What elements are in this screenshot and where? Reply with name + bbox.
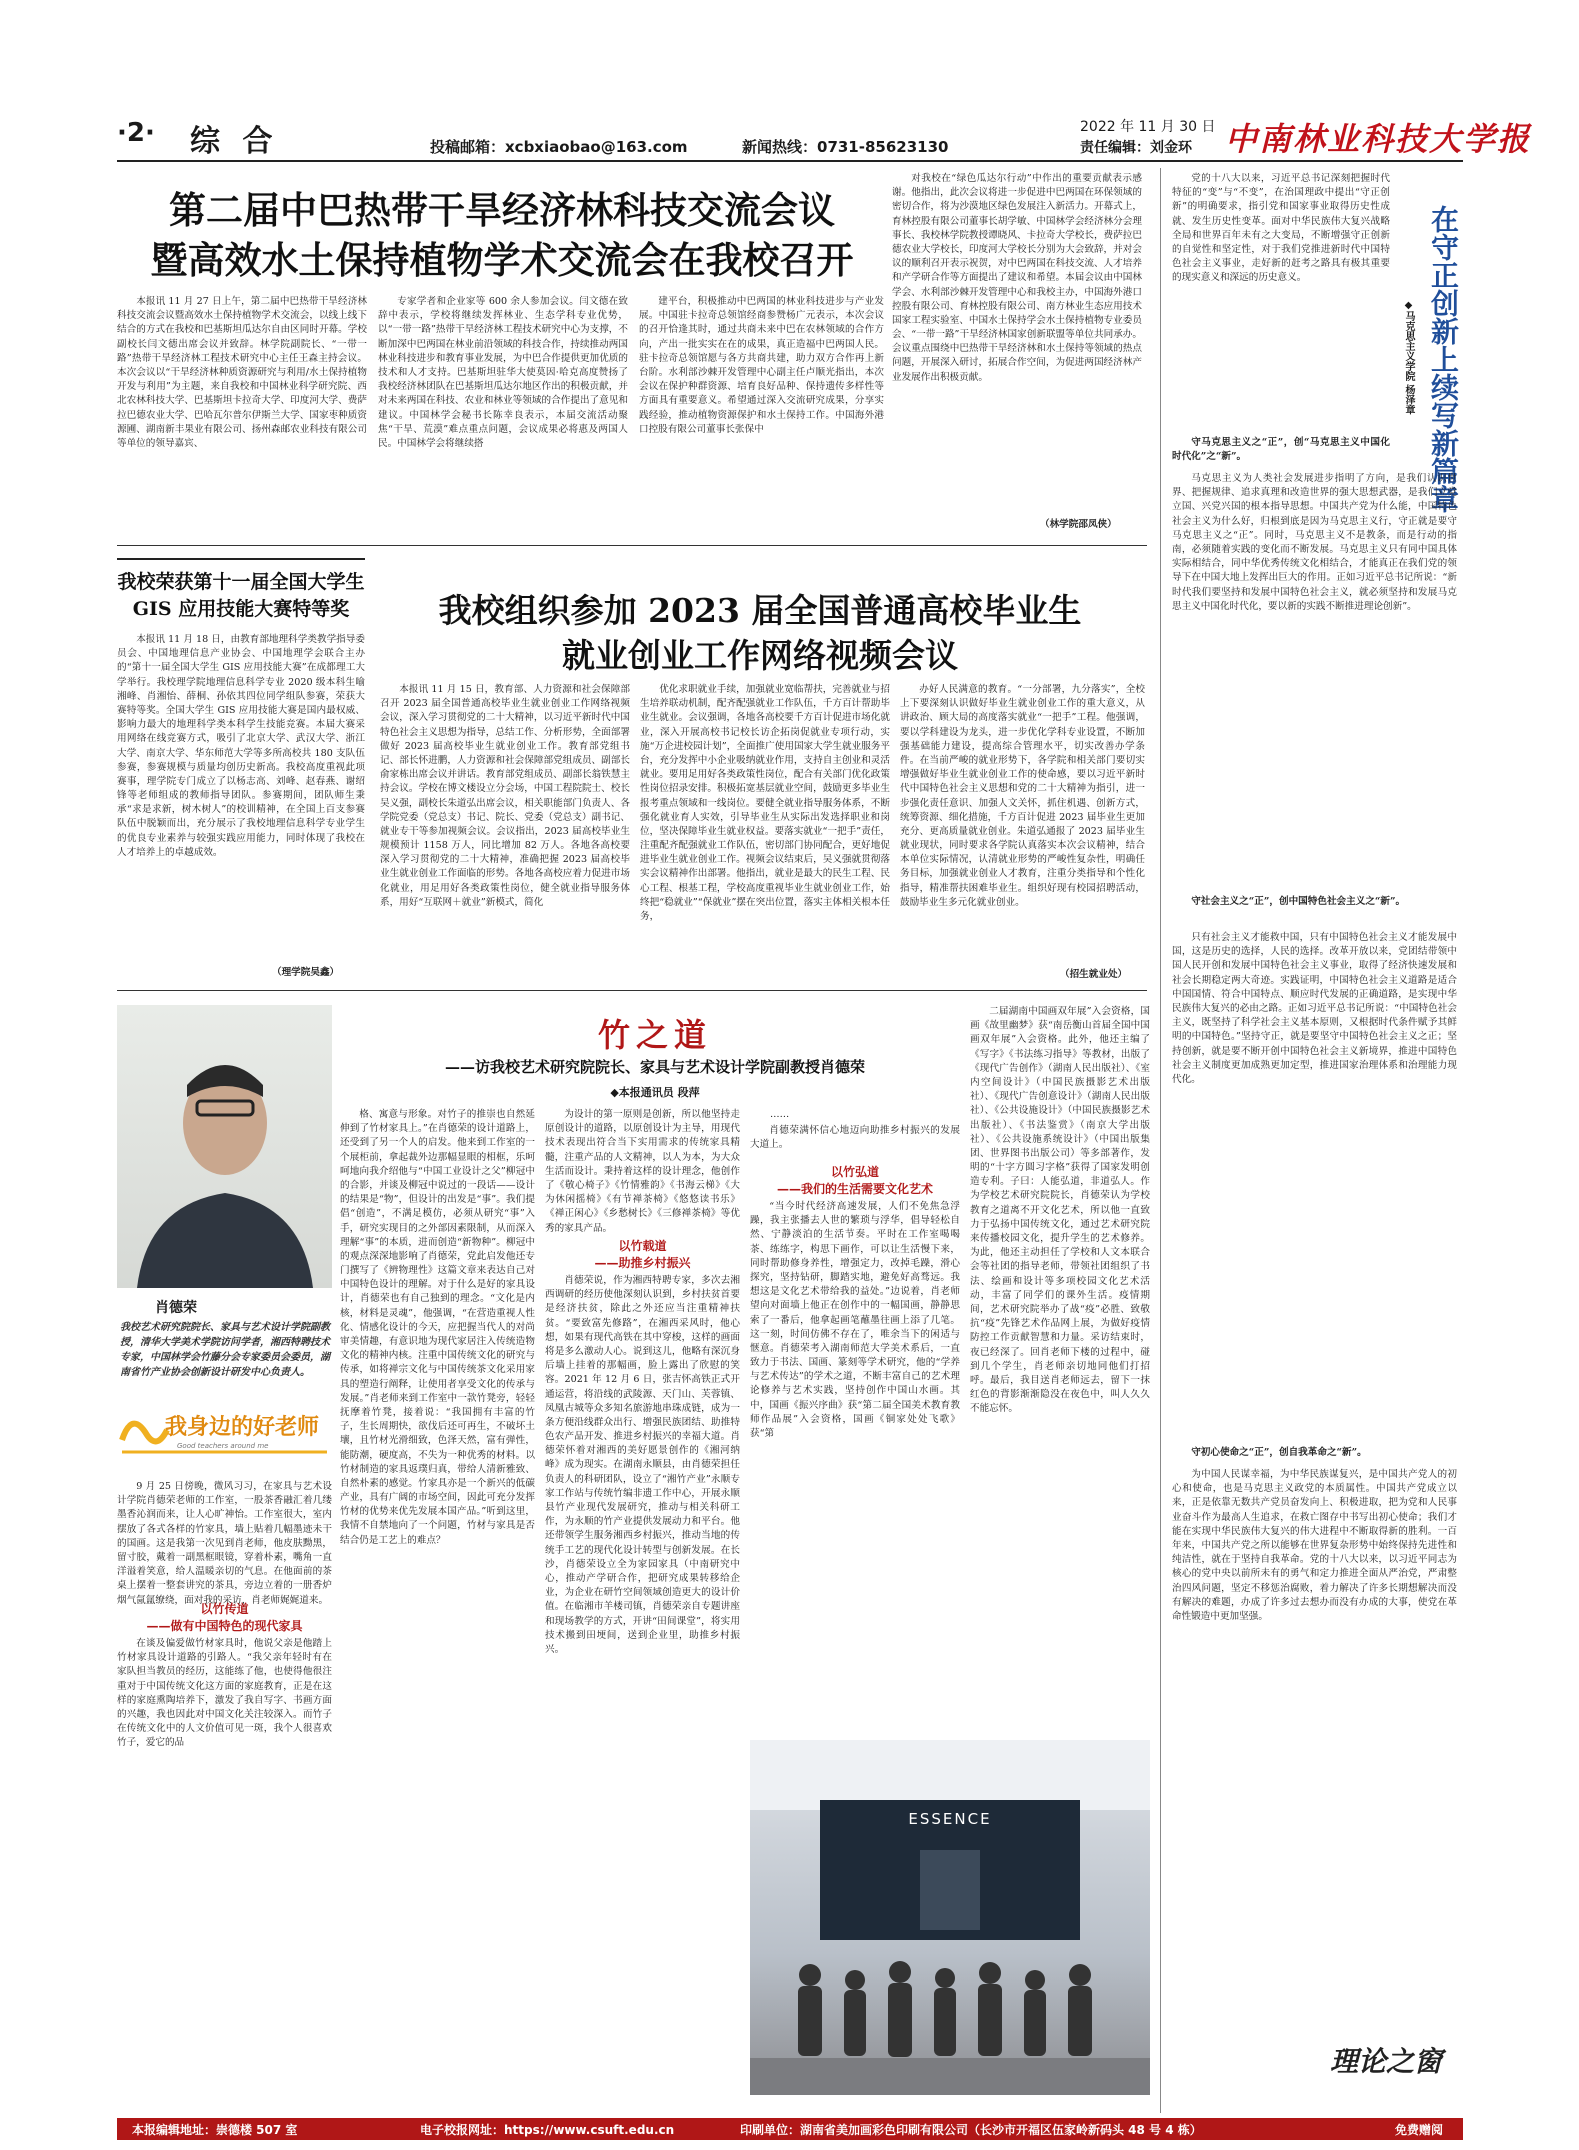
article2-title-line1: 我校荣获第十一届全国大学生: [117, 571, 365, 593]
person-silhouette-icon: [117, 1005, 332, 1288]
footer-address: 本报编辑地址：崇德楼 507 室: [132, 2123, 298, 2137]
portrait-caption: 我校艺术研究院院长、家具与艺术设计学院副教授，清华大学美术学院访问学者，湘西特聘技术专家，中国林学会竹藤分会专家委员会委员，湖南省竹产业协会创新设计研发中心负责人。: [120, 1322, 330, 1378]
article4-col3-subhead1: 以竹载道: [618, 1239, 667, 1253]
header-rule: [117, 160, 1463, 162]
article1-col3: 建平台，积极推动中巴两国的林业科技进步与产业发展。中国驻卡拉奇总领馆经商参赞杨广元表示，本次会议的召开恰逢其时，通过共商未来中巴在农林领域的合作方向，产出一批实实在在的成果，真正造福中巴两国人民。驻卡拉奇总领馆愿与各方共商共建，助力双方合作再上新台阶。水利部沙棘开发管理中心副主任卢顺光指出，本次会议在保护种群资源、培育良好品种、保持遗传多样性等方面具有重要意义。希望通过深入交流研究成果，分享实践经验，推动植物资源保护和水土保持工作。中国海外港口控股有限公司董事长张保中: [639, 296, 884, 435]
article1-byline: （林学院邵凤侠）: [1040, 519, 1117, 530]
section-name: 综 合: [190, 124, 279, 159]
article3-rule: [117, 990, 1147, 991]
article4-col3: 为设计的第一原则是创新，所以他坚持走原创设计的道路，以原创设计为主导，用现代技术表现出符合当下实用需求的传统家具精髓，注重产品的人文精神，以人为本，为大众生活而设计。秉持着这样的设计理念，他创作了《敬心椅子》《竹情雅韵》《书海云梯》《大为休闲摇椅》《有节禅茶椅》《悠悠读书乐》《禅正闲心》《乡愁树长》《三修禅茶椅》等优秀的家具产品。: [545, 1109, 740, 1234]
article4-col2: 格、寓意与形象。对竹子的推崇也自然延伸到了竹材家具上。”在肖德荣的设计道路上，还受到了另一个人的启发。他来到工作室的一个展柜前，拿起裁外边那幅显眼的相框，乐呵呵地向我介绍他与“中国工业设计之父”柳冠中的合影，并谈及柳冠中说过的一段话——设计的结果是“物”，但设计的出发是“事”。我们提倡“创造”，不满足模仿，必须从研究“事”入手，研究实现目的之外部因素限制，从而深入理解“事”的本质，进而创造“新物种”。柳冠中的观点深深地影响了肖德荣，党此启发他还专门撰写了《辨物理性》这篇文章来表达自己对中国特色设计的理解。对于什么是好的家具设计，肖德荣也有自己独到的理念。“文化是内核，材料是灵魂”，他强调，“在营造重视人性化、情感化设计的今天，应把握当代人的对尚审美情趣，有意识地为现代家居注入传统造物文化的精神内核。注重中国传统文化的研究与传承，如将禅宗文化与中国传统茶文化采用家具的塑造行阐释，让使用者享受文化的传承与发展。”肖老师来到工作室中一款竹凳旁，轻轻抚摩着竹凳，接着说：“我国拥有丰富的竹子，生长周期快，欲伐后还可再生，不破坏土壤，且竹材光滑细致，色泽天然，富有弹性，能防潮，硬度高，不失为一种优秀的材料。以竹材制造的家具返璞归真，带给人清新雅致、自然朴素的感觉。竹家具亦是一个新兴的低碳产业，具有广阔的市场空间，因此可充分发挥竹材的优势来优先发展本国产品。”听到这里，我情不自禁地向了一个问题，竹材与家具是否结合仍是工艺上的难点？: [340, 1109, 535, 1546]
article3-col3: 办好人民满意的教育。“一分部署，九分落实”，全校上下要深刻认识做好毕业生就业创业工作的重大意义，从讲政治、顾大局的高度落实就业“一把手”工程。他强调，要以学科建设为龙头，进一步优化学科专业设置，不断加强基础能力建设，提高综合管理水平，切实改善办学条件。在当前严峻的就业形势下，各学院和相关部门要切实增强做好毕业生就业创业工作的使命感，要以习近平新时代中国特色社会主义思想和党的二十大精神为指引，进一步强化责任意识、加强人文关怀，抓住机遇、创新方式，统筹资源、细化措施，千方百计促进 2023 届毕业生更加充分、更高质量就业创业。朱道弘通报了 2023 届毕业生就业现状，同时要求各学院认真落实本次会议精神，结合本单位实际情况，认清就业形势的严峻性复杂性，明确任务目标，加强就业创业人才教育，注重分类指导和个性化指导，精准帮扶困难毕业生。组织好现有校园招聘活动，鼓励毕业生多元化就业创业。: [900, 684, 1145, 908]
article4-ellipsis: ……: [770, 1109, 790, 1120]
news-hotline: 新闻热线：0731-85623130: [742, 138, 949, 156]
sidebar-byline: ◆马克思主义学院 杨泽章: [1403, 300, 1414, 415]
sidebar-head2: 守社会主义之“正”，创中国特色社会主义之“新”。: [1191, 896, 1406, 907]
article2-byline: （理学院吴鑫）: [272, 967, 340, 978]
article3-title-line1: 我校组织参加 2023 届全国普通高校毕业生: [438, 591, 1082, 630]
article4-col3-subhead2: ——助推乡村振兴: [594, 1256, 691, 1270]
footer-epaper-link[interactable]: 电子校报网址：https://www.csuft.edu.cn: [420, 2123, 675, 2137]
good-teacher-logo-text: 我身边的好老师: [165, 1415, 320, 1440]
article3-col1: 本报讯 11 月 15 日，教育部、人力资源和社会保障部召开 2023 届全国普通高校毕业生就业创业工作网络视频会议，深入学习贯彻党的二十大精神，以习近平新时代中国特色社会主义思想为指导，总结工作、分析形势，全面部署做好 2023 届高校毕业生就业创业工作。教育部党组书记、部长怀进鹏，人力资源和社会保障部党组成员、副部长俞家栋出席会议并讲话。教育部党组成员、副部长翁铁慧主持会议。学校在博文楼设立分会场，中国工程院院士、校长吴义强，副校长朱道弘出席会议，相关职能部门负责人、各学院党委（党总支）书记、院长、党委（党总支）副书记、就业专干等参加视频会议。会议指出，2023 届高校毕业生规模预计 1158 万人，同比增加 82 万人。各地各高校要深入学习贯彻党的二十大精神，准确把握 2023 届高校毕业生就业创业工作面临的形势。各地各高校应着力促进市场化就业，用足用好各类政策性岗位，健全就业指导服务体系，用好“互联网＋就业”新模式，简化: [380, 684, 630, 908]
sidebar-head3: 守初心使命之“正”，创自我革命之“新”。: [1191, 1447, 1367, 1458]
sidebar-body2: 马克思主义为人类社会发展进步指明了方向，是我们认识世界、把握规律、追求真理和改造世界的强大思想武器，是我们立党立国、兴党兴国的根本指导思想。中国共产党为什么能，中国特色社会主义为什么好，归根到底是因为马克思主义行，守正就是要守马克思主义之“正”。同时，马克思主义不是教条，而是行动的指南，必须随着实践的变化而不断发展。马克思主义只有同中国具体实际相结合，同中华优秀传统文化相结合，才能真正在我们党的领导下在中国大地上发挥出巨大的作用。正如习近平总书记所说：“新时代我们要坚持和发展中国特色社会主义，就必须坚持和发展马克思主义中国化时代化，要以新的实践不断推进理论创新”。: [1172, 473, 1457, 612]
masthead-logo: 中南林业科技大学报: [1225, 120, 1532, 158]
sidebar-head1: 守马克思主义之“正”，创“马克思主义中国化时代化”之“新”。: [1172, 437, 1390, 463]
article4-col4: 肖德荣满怀信心地迈向助推乡村振兴的发展大道上。: [750, 1125, 960, 1151]
article4-col3b: 肖德荣说，作为湘西特聘专家，多次去湘西调研的经历使他深刻认识到，乡村扶贫首要是经济扶贫，除此之外还应当注重精神扶贫。“要致富先修路”，在湘西采风时，他心想，如果有现代高铁在其中穿梭，这样的画面将是多么激动人心。说到这儿，他略有深沉身后墙上挂着的那幅画，脸上露出了欣慰的笑容。2021 年 12 月 6 日，张吉怀高铁正式开通运营，将沿线的武陵源、天门山、芙蓉镇、凤凰古城等众多知名旅游地串珠成链，成为一条方便沿线群众出行、增强民族团结、助推特色农产品开发、推进乡村振兴的幸福大道。肖德荣怀着对湘西的美好愿景创作的《湘河纳峰》成为现实。在湖南永顺县，由肖德荣担任负责人的科研团队，设立了“湘竹产业”永顺专家工作站与传统竹编非遗工作中心，开展永顺县竹产业现代发展研究，推动与相关科研工作，为永顺的竹产业提供发展动力和平台。他还带领学生服务湘西乡村振兴，推动当地的传统手工艺的现代化设计转型与创新发展。在长沙，肖德荣设立全为家园家具（中南研究中心，推动产学研合作，把研究成果转移给企业，为企业在研竹空间领域创造更大的设计价值。在临湘市羊楼司镇，肖德荣亲自专题讲座和现场教学的方式，开讲“田间课堂”，将实用技术搬到田埂间，送到企业里，助推乡村振兴。: [545, 1275, 740, 1655]
sidebar-title: 在守正创新上续写新篇章: [1427, 205, 1460, 513]
article3-byline: （招生就业处）: [1060, 969, 1128, 980]
article1-col4: 对我校在“绿色瓜达尔行动”中作出的重要贡献表示感谢。他指出，此次会议将进一步促进中巴两国在环保领域的密切合作，将为沙漠地区绿色发展注入新活力。开幕式上，育林控股有限公司董事长胡学敏、中国林学会经济林分会理事长、我校林学院教授谭晓风、卡拉奇大学校长，费萨拉巴德农业大学校长，印度河大学校长分别为大会致辞，并对会议的顺利召开表示祝贺，对中巴两国在科技交流、人才培养和产学研合作等方面提出了建议和希望。本届会议由中国林学会、水利部沙棘开发管理中心和我校主办，中国海外港口控股有限公司、育林控股有限公司、南方林业生态应用技术国家工程实验室、中国水土保持学会水土保持植物专业委员会、“一带一路”干旱经济林国家创新联盟等单位共同承办。会议重点围绕中巴热带干旱经济林和水土保持等领域的热点问题，开展深入研讨，拓展合作空间，为促进两国经济林产业发展作出积极贡献。: [892, 173, 1142, 383]
article1-rule: [117, 545, 1147, 546]
issue-date: 2022 年 11 月 30 日: [1080, 119, 1216, 135]
article3-col2: 优化求职就业手续，加强就业宽临帮扶，完善就业与招生培养联动机制，配齐配强就业工作队伍，千方百计帮助毕业生就业。会议强调，各地各高校要千方百计促进市场化就业，深入开展高校书记校长访企拓岗促就业专项行动，实施“万企进校园计划”，全面推广使用国家大学生就业服务平台，充分发挥中小企业吸纳就业作用，支持自主创业和灵活就业。要用足用好各类政策性岗位，配合有关部门优化政策性岗位招录安排。积极拓宽基层就业空间，鼓励更多毕业生报考重点领域和一线岗位。要健全就业指导服务体系，不断强化就业育人实效，引导毕业生从实际出发选择职业和岗位，坚决保障毕业生就业权益。要落实就业“一把手”责任，注重配齐配强就业工作队伍，密切部门协同配合，更好地促进毕业生就业创业工作。视频会议结束后，吴义强就贯彻落实会议精神作出部署。他指出，就业是最大的民生工程、民心工程、根基工程，学校高度重视毕业生就业创业工作，始终把“稳就业”“保就业”摆在突出位置，落实主体相关根本任务，: [640, 684, 890, 922]
article2-body: 本报讯 11 月 18 日，由教育部地理科学类教学指导委员会、中国地理信息产业协会、中国地理学会联合主办的“第十一届全国大学生 GIS 应用技能大赛”在成都理工大学举行。我校理学院地理信息科学专业 2020 级本科生喻湘峰、肖湘怡、薛桐、孙依其四位同学组队参赛，荣获大赛特等奖。全国大学生 GIS 应用技能大赛是国内最权威、影响力最大的地理科学类本科学生技能竞赛。本届大赛采用网络在线竞赛方式，吸引了北京大学、武汉大学、浙江大学、南京大学、华东师范大学等多所高校共 180 支队伍参赛，参赛规模与质量均创历史新高。我校高度重视此项赛事，理学院专门成立了以杨志高、刘峰、赵春燕、谢绍锋等老师组成的教师指导团队。参赛期间，团队师生秉承“求是求新，树木树人”的校训精神，在全国上百支参赛队伍中脱颖而出，充分展示了我校地理信息科学专业学生的优良专业素养与较强实践应用能力，同时体现了我校在人才培养上的卓越成效。: [117, 634, 365, 858]
footer-free: 免费赠阅: [1395, 2123, 1444, 2137]
article4-col1: 9 月 25 日傍晚，微风习习，在家具与艺术设计学院肖德荣老师的工作室，一股茶香融汇着几缕墨香沁润而来，让人心旷神怡。工作室很大，室内摆放了各式各样的竹家具，墙上贴着几幅墨迹未干的国画。这是我第一次见到肖老师，他皮肤黝黑，留寸胶，戴着一副黑框眼镜，穿着朴素，嘴角一直洋溢着笑意，给人温暖亲切的气息。在他面前的茶桌上摆着一整套讲究的茶具，旁边立着的一册香炉烟气氤氲缭绕，面对我的采访，肖老师娓娓道来。: [117, 1481, 332, 1606]
article1-title-line2: 暨高效水土保持植物学术交流会在我校召开: [150, 238, 854, 282]
article4-col4-subhead2: ——我们的生活需要文化艺术: [776, 1182, 933, 1196]
article1-col2: 专家学者和企业家等 600 余人参加会议。闫文德在致辞中表示，学校将继续发挥林业、生态学科专业优势，以“一带一路”热带干旱经济林工程技术研究中心为支撑，不断加深中巴两国在林业前沿领域的科技合作，持续推动两国林业科技进步和教育事业发展，为中巴合作提供更加优质的技术和人才支持。巴基斯坦驻华大使莫因·哈克高度赞扬了我校经济林团队在巴基斯坦瓜达尔地区作出的积极贡献，并对未来两国在科技、农业和林业等领域的合作提出了意见和建议。中国林学会秘书长陈幸良表示，本届交流活动聚焦“干旱、荒漠”难点重点问题，会议成果必将惠及两国人民。中国林学会将继续搭: [378, 296, 628, 449]
article2-title-line2: GIS 应用技能大赛特等奖: [132, 598, 350, 620]
article1-title-line1: 第二届中巴热带干旱经济林科技交流会议: [169, 188, 835, 232]
article3-title-line2: 就业创业工作网络视频会议: [562, 636, 958, 675]
sidebar-body3: 只有社会主义才能救中国，只有中国特色社会主义才能发展中国，这是历史的选择，人民的选择。改革开放以来，党团结带领中国人民开创和发展中国特色社会主义事业，取得了经济快速发展和社会长期稳定两大奇迹。实践证明，中国特色社会主义道路是适合中国国情、符合中国特点、顺应时代发展的正确道路，是实现中华民族伟大复兴的必由之路。正如习近平总书记所说：“中国特色社会主义，既坚持了科学社会主义基本原则，又根据时代条件赋予其鲜明的中国特色。”坚持守正，就是要坚守中国特色社会主义之正；坚持创新，就是要不断开创中国特色社会主义新境界，推进中国特色社会主义制度更加成熟更加定型，推进国家治理体系和治理能力现代化。: [1172, 932, 1457, 1085]
article1-col1: 本报讯 11 月 27 日上午，第二届中巴热带干旱经济林科技交流会议暨高效水土保持植物学术交流会，以线上线下结合的方式在我校和巴基斯坦瓜达尔自由区同时开幕。学校副校长闫文德出席会议并致辞。林学院副院长、“一带一路”热带干旱经济林工程技术研究中心主任王森主持会议。本次会议以“干旱经济林种质资源研究与利用/水土保持植物开发与利用”为主题，来自我校和中国林业科学研究院、西北农林科技大学、巴基斯坦卡拉奇大学、印度河大学、费萨拉巴德农业大学、巴哈瓦尔普尔伊斯兰大学、国家枣种质资源圃、湖南新丰果业有限公司、扬州森邮农业科技有限公司等单位的领导嘉宾、: [117, 296, 367, 449]
article4-col5: 二届湖南中国画双年展”入会资格，国画《故里幽梦》获“南岳衡山首届全国中国画双年展”入会资格。此外，他还主编了《写字》《书法练习指导》等教材，出版了《现代广告创作》（湖南人民出版社）、《室内空间设计》（中国民族摄影艺术出版社）、《现代广告创意设计》（湖南人民出版社）、《公共设施设计》（中国民族摄影艺术出版社）、《书法鉴赏》（南京大学出版社）、《公共设施系统设计》（中国出版集团、世界图书出版公司）等多部著作，发明的“十字方圆习字格”获得了国家发明创造专利。子曰：人能弘道，非道弘人。作为学校艺术研究院院长，肖德荣认为学校教育之道离不开文化艺术，所以他一直致力于弘扬中国传统文化，通过艺术研究院来传播校园文化，提升学生的艺术修养。为此，他还主动担任了学校和人文本联合会等社团的指导老师，带领社团组织了书法、绘画和设计等多项校园文化艺术活动，丰富了同学们的课外生活。疫情期间，艺术研究院举办了战“疫”必胜、致敬抗“疫”先锋艺术作品网上展，为做好疫情防控工作贡献智慧和力量。采访结束时，夜已经深了。回肖老师下楼的过程中，碰到几个学生，肖老师亲切地同他们打招呼。最后，我目送肖老师远去，留下一抹红色的背影渐渐隐没在夜色中，叫人久久不能忘怀。: [970, 1006, 1150, 1415]
responsible-editor: 责任编辑：刘金环: [1080, 140, 1192, 156]
article4-col1-subhead1: 以竹传道: [200, 1602, 249, 1616]
page-number: ·2·: [117, 118, 155, 148]
article4-reporter: ◆本报通讯员 段萍: [610, 1086, 700, 1099]
submission-email: 投稿邮箱：xcbxiaobao@163.com: [430, 138, 688, 156]
article4-col1b: 在谈及偏爱做竹材家具时，他说父亲是他踏上竹材家具设计道路的引路人。“我父亲年轻时有在家队担当教员的经历，这能练了他，也使得他很注重对于中国传统文化这方面的家庭教育，正是在这样的家庭熏陶培养下，激发了我自写字、书画方面的兴趣，我也因此对中国文化关注较深入。而竹子在传统文化中的人文价值可见一斑，我个人很喜欢竹子，爱它的品: [117, 1638, 332, 1749]
article4-col1-subhead2: ——做有中国特色的现代家具: [146, 1619, 303, 1633]
portrait-name: 肖德荣: [155, 1300, 197, 1316]
good-teacher-logo-en: Good teachers around me: [177, 1442, 269, 1450]
sidebar-body4: 为中国人民谋幸福，为中华民族谋复兴，是中国共产党人的初心和使命，也是马克思主义政党的本质属性。中国共产党成立以来，正是依靠无数共产党员奋发向上、积极进取，把为党和人民事业奋斗作为最高人生追求，在救亡图存中书写出初心使命；我们才能在实现中华民族伟大复兴的伟大进程中不断取得新的胜利。一百年来，中国共产党之所以能够在世界复杂形势中始终保持先进性和纯洁性，就在于坚持自我革命。党的十八大以来，以习近平同志为核心的党中央以前所未有的勇气和定力推进全面从严治党，严肃整治四风问题，坚定不移惩治腐败，着力解决了许多长期想解决而没有解决的难题，办成了许多过去想办而没有办成的大事，使党在革命性锻造中更加坚强。: [1172, 1469, 1457, 1622]
footer-printer: 印刷单位：湖南省美加画彩色印刷有限公司（长沙市开福区伍家岭新码头 48 号 4 栋）: [740, 2123, 1202, 2137]
article4-col4b: “当今时代经济高速发展，人们不免焦急浮躁，我主张播去人世的繁琐与浮华，倡导轻松自然、宁静淡泊的生活节奏。平时在工作室喝喝茶、练练字，构思下画作，可以让生活慢下来，同时帮助修身养性，增强定力，改掉毛躁，滑心探究，坚持钻研，脚踏实地，避免好高骛远。我想这是文化艺术带给我的益处。”边说着，肖老师望向对面墙上他正在创作中的一幅国画，静静思索了一番后，他拿起画笔蘸墨往画上添了几笔。这一刻，时间仿佛不存在了，唯余当下的闲适与惬意。肖德荣考入湖南师范大学美术系后，一直致力于书法、国画、篆刻等学术研究，他的“学养与艺术传达”的学术之道，不断丰富自己的艺术理论修养与艺术实践，坚持创作中国山水画。其中，国画《振兴序曲》获“第二届全国美术教育教师作品展”入会资格，国画《铜家处处飞歌》获“第: [750, 1201, 960, 1439]
sidebar-body1: 党的十八大以来，习近平总书记深刻把握时代特征的“变”与“不变”，在治国理政中提出“守正创新”的明确要求，指引党和国家事业取得历史性成就、发生历史性变革。面对中华民族伟大复兴战略全局和世界百年未有之大变局，不断增强守正创新的自觉性和坚定性，对于我们党推进新时代中国特色社会主义事业，走好新的赶考之路具有极其重要的现实意义和深远的历史意义。: [1172, 173, 1390, 284]
article4-col4-subhead1: 以竹弘道: [830, 1165, 879, 1179]
article4-subtitle: ——访我校艺术研究院院长、家具与艺术设计学院副教授肖德荣: [444, 1058, 865, 1076]
sidebar-divider: [1160, 168, 1161, 2113]
exhibition-sign: ESSENCE: [908, 1810, 992, 1828]
good-teacher-logo: [117, 1400, 332, 1465]
exhibition-photo: [750, 1740, 1150, 2095]
article4-title: 竹之道: [597, 1016, 712, 1054]
portrait-photo: [117, 1005, 332, 1288]
exhibition-scene-icon: [750, 1740, 1150, 2095]
theory-window-logo: 理论之窗: [1330, 2045, 1443, 2078]
